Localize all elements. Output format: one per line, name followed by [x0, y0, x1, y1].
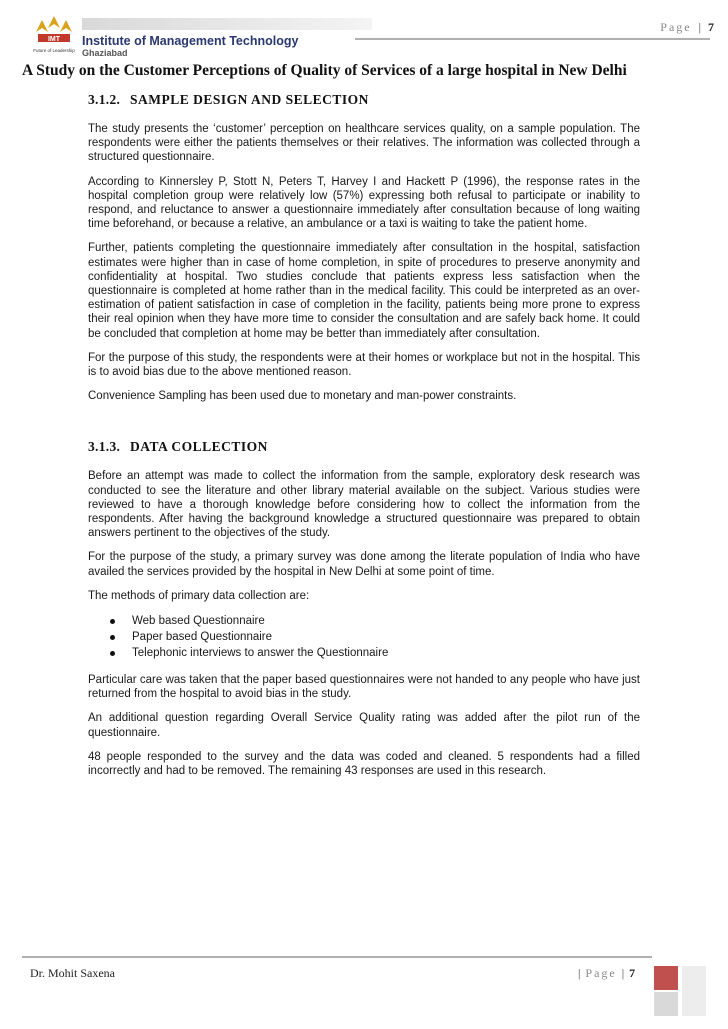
header-page-label: Page — [660, 20, 692, 34]
paragraph: Further, patients completing the questionnaire immediately after consultation in the hospital, satisfaction estimates were higher than in case of home completion, in spite of procedures to preserve anonymity and confidentiality at hospital. Two studies conclude that patients express less satisfaction when the questionnaire is completed at home rather than in the medical facility. This could be interpreted as an over-estimation of patient satisfaction in case of completion in the facility, patients being more prone to express their real opinion when they have more time to consider the consultation and are safely back home. It could be concluded that completion at home may be better than immediately after consultation. — [88, 242, 640, 340]
header-rule — [355, 38, 710, 40]
logo-banner — [82, 18, 372, 30]
footer-author: Dr. Mohit Saxena — [30, 966, 115, 980]
footer-accent-strip — [682, 966, 706, 1016]
paragraph: Before an attempt was made to collect the information from the sample, exploratory desk research was conducted to see the literature and other library material available on the subject. Various studies were reviewed to have a thorough knowledge before considering how to collect the information from the respondents. After having the background knowledge a structured questionnaire was prepared to obtain answers pertinent to the objectives of the study. — [88, 470, 640, 540]
footer-page-number: 7 — [629, 966, 636, 980]
paragraph: Convenience Sampling has been used due to monetary and man-power constraints. — [88, 390, 517, 403]
section-number: 3.1.3. — [88, 439, 121, 455]
section-heading-data-collection — [88, 439, 640, 455]
institute-logo — [24, 14, 354, 62]
section-spacer — [88, 413, 640, 439]
emblem-text-imt: IMT — [47, 36, 61, 43]
list-item — [88, 613, 640, 629]
header-page-indicator — [660, 20, 714, 35]
footer-accent-gray — [654, 992, 678, 1016]
section-title: DATA COLLECTION — [130, 439, 268, 455]
paragraph: According to Kinnersley P, Stott N, Peters T, Harvey I and Hackett P (1996), the response rates in the hospital completion group were relatively low (57%) expressing both refusal to participate or inability to respond, and reluctance to answer a questionnaire immediately after consultation because of long waiting time beforehand, or because a relative, an ambulance or a taxi is waiting to take the patient home. — [88, 175, 640, 231]
header-page-number: 7 — [708, 20, 714, 34]
list-item-text: Web based Questionnaire — [132, 615, 265, 628]
bullet-icon — [110, 635, 115, 640]
list-item-text: Paper based Questionnaire — [132, 631, 273, 644]
bullet-icon — [110, 651, 115, 656]
footer-accent-red — [654, 966, 678, 990]
paragraph: An additional question regarding Overall Service Quality rating was added after the pilot run of the questionnaire. — [88, 712, 640, 739]
header-page-separator: | — [698, 20, 701, 34]
paragraph: For the purpose of this study, the respondents were at their homes or workplace but not in the hospital. This is to avoid bias due to the above mentioned reason. — [88, 351, 640, 379]
bullet-icon — [110, 619, 115, 624]
paragraph: 48 people responded to the survey and the data was coded and cleaned. 5 respondents had a filled incorrectly and had to be removed. The remaining 43 responses are used in this research. — [88, 750, 640, 778]
document-body — [88, 92, 640, 788]
footer-page-separator-left: | — [578, 966, 581, 980]
institute-city: Ghaziabad — [82, 48, 128, 58]
data-collection-methods-list — [88, 613, 640, 661]
paragraph: The methods of primary data collection are: — [88, 589, 310, 602]
footer-rule — [22, 956, 652, 958]
footer-page-indicator — [578, 966, 635, 981]
footer-page-label: Page — [585, 966, 617, 980]
section-title: SAMPLE DESIGN AND SELECTION — [130, 92, 369, 107]
document-title: A Study on the Customer Perceptions of Quality of Services of a large hospital in New Delhi — [22, 62, 627, 79]
section-heading-sample-design — [88, 92, 640, 108]
paragraph: For the purpose of the study, a primary survey was done among the literate population of India who have availed the services provided by the hospital in New Delhi at some point of time. — [88, 551, 640, 578]
institute-name: Institute of Management Technology — [82, 34, 299, 48]
list-item-text: Telephonic interviews to answer the Questionnaire — [132, 647, 389, 660]
imt-emblem-icon — [32, 14, 76, 62]
paragraph: Particular care was taken that the paper based questionnaires were not handed to any people who have just returned from the hospital to avoid bias in the study. — [88, 674, 640, 701]
paragraph: The study presents the ‘customer’ perception on healthcare services quality, on a sample population. The respondents were either the patients themselves or their relatives. The information was collected through a structured questionnaire. — [88, 123, 640, 164]
list-item — [88, 645, 640, 661]
footer-page-separator: | — [621, 966, 625, 980]
emblem-text-tagline: Future of Leadership — [33, 48, 75, 53]
list-item — [88, 629, 640, 645]
section-number: 3.1.2. — [88, 92, 121, 107]
